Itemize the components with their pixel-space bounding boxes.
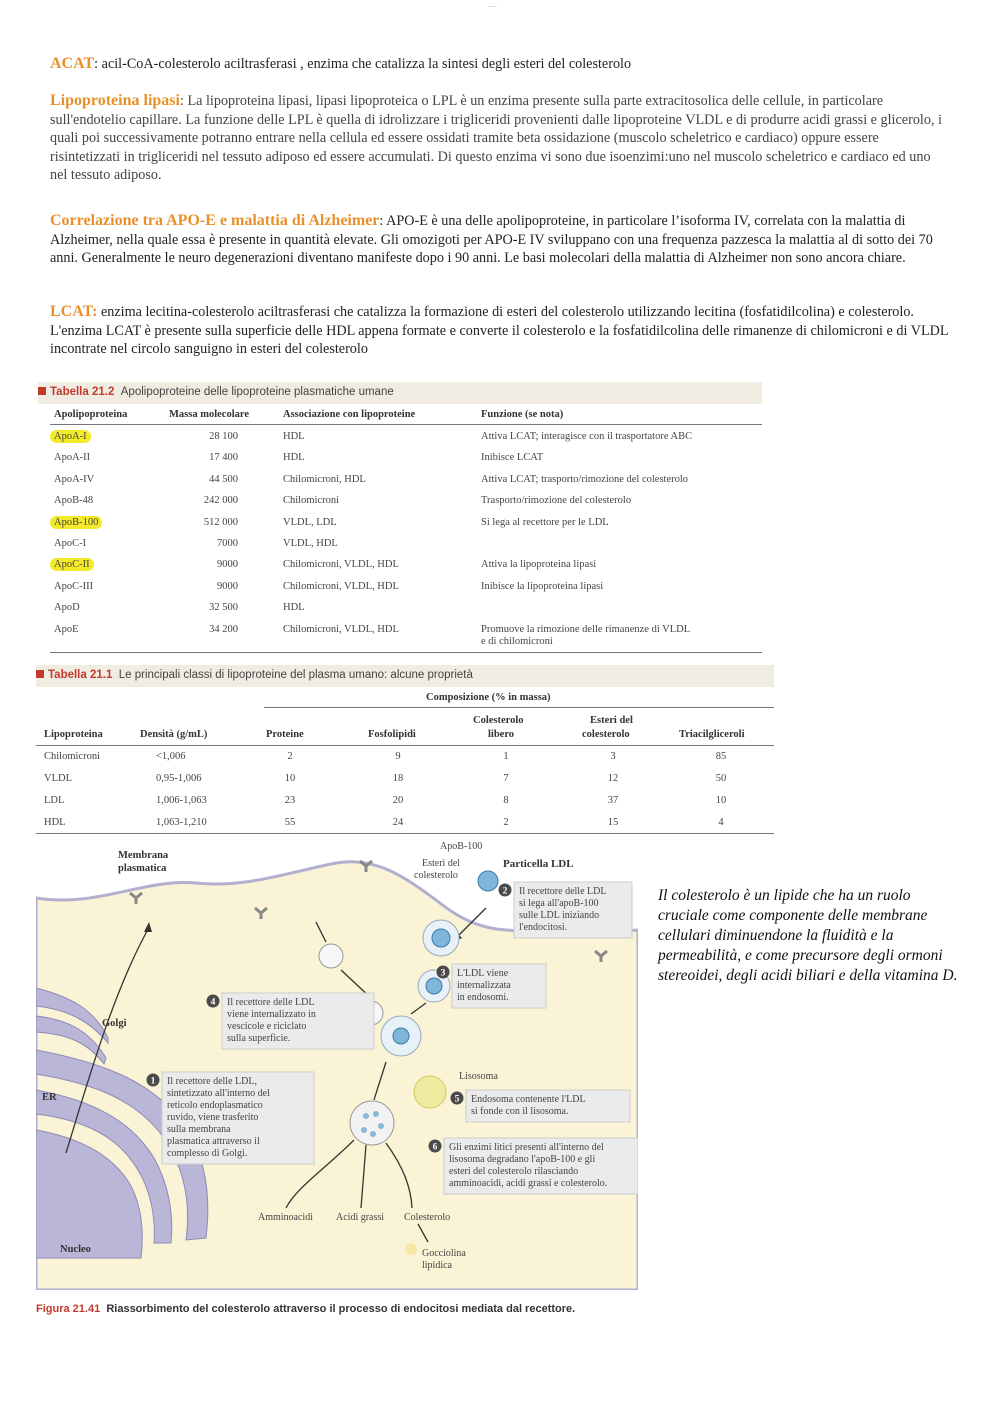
table-header: Lipoproteina (44, 729, 103, 740)
step-text: internalizzata (457, 980, 511, 991)
table-cell-assoc: HDL (283, 602, 305, 614)
text-acat: : acil-CoA-colesterolo aciltrasferasi , enzima che catalizza la sintesi degli esteri del colesterolo (94, 56, 632, 72)
ldl-particle-icon (426, 978, 442, 994)
table-cell-chol: 8 (503, 795, 509, 806)
table-cell-chol: 2 (503, 817, 509, 828)
label-droplet: Gocciolina (422, 1248, 466, 1259)
table-cell-name: ApoC-III (54, 580, 94, 592)
table-square-icon (38, 387, 46, 395)
group-header: Composizione (% in massa) (426, 692, 551, 703)
step-text: si fonde con il lisosoma. (471, 1106, 569, 1117)
step-text: complesso di Golgi. (167, 1148, 248, 1159)
label-fatty: Acidi grassi (336, 1212, 385, 1223)
table-cell-name (54, 431, 91, 442)
table-cell-prot: 55 (284, 817, 296, 828)
table-header: Massa molecolare (169, 409, 249, 420)
table-cell-name: ApoA-II (54, 452, 91, 464)
table-cell-est: 15 (607, 817, 619, 828)
table-cell-phos: 18 (392, 773, 404, 784)
table-header: Densità (g/mL) (140, 729, 208, 740)
table-cell-func: Promuove la rimozione delle rimanenze di VLDL (481, 623, 691, 635)
table-cell-prot: 10 (284, 773, 296, 784)
table-cell-est: 37 (607, 795, 619, 806)
table-cell-mass: 9000 (217, 559, 238, 571)
step-text: sulla superficie. (227, 1033, 291, 1044)
table-cell-func: Attiva LCAT; trasporto/rimozione del colesterolo (481, 473, 689, 485)
table-cell-assoc: VLDL, LDL (283, 516, 337, 528)
label-golgi: Golgi (102, 1018, 127, 1029)
table-cell-phos: 9 (395, 751, 401, 762)
label-lysosome: Lisosoma (459, 1071, 498, 1082)
paragraph-lpl (50, 92, 950, 185)
table-square-icon (36, 670, 44, 678)
table-cell-name: ApoA-IV (54, 473, 95, 485)
step-number: 5 (454, 1094, 460, 1105)
table-cell-mass: 28 100 (209, 431, 238, 442)
table-cell-func: e di chilomicroni (481, 635, 553, 647)
step-number: 4 (210, 997, 216, 1008)
step-text: viene internalizzato in (227, 1009, 316, 1020)
figure-ldl-endocytosis (36, 838, 638, 1290)
label-droplet: lipidica (422, 1260, 452, 1271)
table-rule (36, 745, 774, 746)
text-lpl: : La lipoproteina lipasi, lipasi lipoproteica o LPL è un enzima presente sulla parte extracitosolica delle cellule, in particolare sull'endotelio capillare. La funzione delle LPL è quella di idrolizzare i trigliceridi provenienti dalle lipoproteine VLDL e di produrre acidi grassi e glicerolo, i quali poi successivamente potranno entrare nella cellula ed essere ossidati tramite beta ossidazione (muscolo scheletrico e cardiaco) oppure essere risintetizzati in trigliceridi nel tessuto adiposo ed essere accumulati. Di questo enzima vi sono due isoenzimi:uno nel muscolo scheletrico e cardiaco ed uno nel tessuto adiposo. (50, 93, 942, 183)
table-label: Tabella 21.1 (48, 669, 113, 681)
table-cell-prot: 2 (287, 751, 293, 762)
step-text: sulla membrana (167, 1124, 231, 1135)
text-lcat: enzima lecitina-colesterolo aciltrasferasi che catalizza la formazione di esteri del colesterolo utilizzando lecitina (fosfatidilcolina) e colesterolo. L'enzima LCAT è presente sulla superficie delle HDL appena formate e converte il colesterolo e la fosfatidilcolina delle rimanenze di chilomicroni e di VLDL incontrate nel circolo sanguigno in esteri del colesterolo (50, 304, 948, 357)
table-cell-func: Trasporto/rimozione del colesterolo (481, 495, 632, 507)
table-apolipoproteins (38, 382, 762, 654)
highlight-marker: ApoC-II (50, 558, 94, 571)
table-title-text: Apolipoproteine delle lipoproteine plasmatiche umane (120, 386, 394, 398)
step-text: vescicole e riciclato (227, 1021, 307, 1032)
highlight-marker: ApoA-I (50, 430, 91, 443)
step-text: Endosoma contenente l'LDL (471, 1094, 586, 1105)
table-cell-phos: 24 (392, 817, 404, 828)
page-marker: ___ (488, 0, 497, 7)
table-cell-mass: 242 000 (203, 495, 238, 507)
label-chol: Colesterolo (404, 1212, 451, 1223)
table-cell-mass: 17 400 (209, 452, 238, 464)
step-text: esteri del colesterolo rilasciando (449, 1166, 579, 1177)
table-cell-name: ApoE (54, 623, 79, 635)
table-cell-mass: 32 500 (209, 602, 238, 614)
step-text: sulle LDL iniziando (519, 910, 600, 921)
table-header: Colesterolo (473, 715, 524, 726)
table-header: Fosfolipidi (368, 729, 416, 740)
lysosome (414, 1076, 446, 1108)
term-acat: ACAT (50, 55, 95, 72)
table-cell-assoc: HDL (283, 452, 305, 464)
table-cell-name: ApoC-I (54, 538, 87, 549)
table-cell-name: Chilomicroni (44, 751, 100, 762)
table-cell-density: <1,006 (156, 751, 186, 762)
step-text: plasmatica attraverso il (167, 1136, 260, 1147)
step-number: 1 (150, 1076, 156, 1087)
table-rule (36, 833, 774, 834)
step-text: ruvido, viene trasferito (167, 1112, 259, 1123)
term-lcat: LCAT: (50, 303, 98, 320)
label-apob: ApoB-100 (440, 841, 483, 852)
table-cell-func: Attiva LCAT; interagisce con il trasportatore ABC (481, 431, 693, 442)
label-esters: Esteri del (422, 858, 461, 869)
term-lpl: Lipoproteina lipasi (50, 92, 180, 109)
step-text: lisosoma degradano l'apoB-100 e gli (449, 1154, 596, 1165)
ldl-particle-icon (432, 929, 450, 947)
paragraph-acat (50, 55, 950, 74)
label-er: ER (42, 1092, 57, 1103)
table-cell-func: Inibisce la lipoproteina lipasi (481, 580, 604, 592)
table-label: Tabella 21.2 (50, 386, 115, 398)
text-apoe: : APO-E è una delle apolipoproteine, in particolare l’isoforma IV, correlata con la malattia di Alzheimer, nella quale essa è presente in quantità elevate. Gli omozigoti per APO-E IV sviluppano con una frequenza pazzesca la malattia al di sotto dei 70 anni. Generalmente le neuro degenerazioni diventano manifeste dopo i 90 anni. Le basi molecolari della malattia di Alzheimer non sono ancora chiare. (50, 213, 933, 266)
table-title-text: Le principali classi di lipoproteine del plasma umano: alcune proprietà (118, 669, 473, 681)
table-header: libero (488, 729, 515, 740)
table-cell-chol: 1 (503, 751, 509, 762)
table-cell-name: LDL (44, 795, 65, 806)
table-header: Associazione con lipoproteine (283, 409, 416, 420)
table-cell-tag: 85 (715, 751, 727, 762)
step-text: in endosomi. (457, 992, 509, 1003)
table-lipoprotein-classes (36, 665, 774, 837)
table-cell-assoc: Chilomicroni, VLDL, HDL (283, 623, 399, 635)
table-cell-name: ApoD (54, 602, 80, 614)
step-text: Il recettore delle LDL (227, 997, 315, 1008)
table-cell-assoc: VLDL, HDL (283, 538, 338, 549)
table-cell-assoc: Chilomicroni, VLDL, HDL (283, 559, 399, 571)
caption-text: Riassorbimento del colesterolo attraverso il processo di endocitosi mediata dal recettore. (106, 1303, 576, 1315)
table-cell-name (54, 559, 94, 570)
step-number: 3 (440, 968, 446, 979)
label-ldl-particle: Particella LDL (503, 858, 574, 870)
label-esters: colesterolo (414, 870, 458, 881)
table-header: Triacilgliceroli (679, 729, 745, 740)
table-cell-func: Si lega al recettore per le LDL (481, 516, 609, 528)
step-text: reticolo endoplasmatico (167, 1100, 263, 1111)
table-rule (50, 424, 762, 425)
table-header: Apolipoproteina (54, 409, 128, 420)
table-cell-mass: 7000 (217, 538, 238, 549)
label-membrane: plasmatica (118, 863, 167, 874)
table-cell-mass: 9000 (217, 580, 238, 592)
table-cell-assoc: Chilomicroni, HDL (283, 473, 366, 485)
table-title (36, 669, 473, 681)
table-cell-est: 3 (610, 751, 616, 762)
step-number: 2 (502, 886, 508, 897)
table-cell-tag: 4 (718, 817, 724, 828)
table-cell-assoc: HDL (283, 431, 305, 442)
ldl-particle-icon (393, 1028, 409, 1044)
table-cell-phos: 20 (392, 795, 404, 806)
table-header: Esteri del (590, 715, 633, 726)
figure-caption (36, 1303, 575, 1315)
table-cell-func: Attiva la lipoproteina lipasi (481, 559, 597, 571)
recycling-vesicle (319, 944, 343, 968)
ldl-particle-icon (478, 871, 498, 891)
paragraph-lcat (50, 303, 950, 359)
table-cell-chol: 7 (503, 773, 509, 784)
table-rule (50, 652, 762, 653)
table-title (38, 386, 394, 398)
table-header: Proteine (266, 729, 304, 740)
table-cell-mass: 512 000 (203, 516, 238, 528)
side-note: Il colesterolo è un lipide che ha un ruolo cruciale come componente delle membrane cellulari diminuendone la fluidità e la permeabilità, e come precursore degli ormoni stereoidei, degli acidi biliari e della vitamina D. (658, 887, 958, 984)
highlight-marker: ApoB-100 (50, 516, 102, 529)
step-text: l'endocitosi. (519, 922, 568, 933)
step-text: sintetizzato all'interno del (167, 1088, 270, 1099)
table-cell-est: 12 (607, 773, 619, 784)
paragraph-apoe (50, 212, 950, 268)
step-text: Gli enzimi litici presenti all'interno del (449, 1142, 604, 1153)
table-cell-func: Inibisce LCAT (481, 452, 544, 464)
label-membrane: Membrana (118, 850, 169, 861)
fused-endosome (350, 1101, 394, 1145)
table-cell-assoc: Chilomicroni (283, 495, 339, 507)
table-cell-name: ApoB-48 (54, 495, 94, 507)
step-text: si lega all'apoB-100 (519, 898, 599, 909)
table-cell-density: 1,063-1,210 (156, 817, 207, 828)
table-cell-tag: 10 (715, 795, 727, 806)
lipid-droplet-icon (405, 1243, 417, 1255)
table-cell-name: VLDL (44, 773, 72, 784)
label-nucleus: Nucleo (60, 1244, 91, 1255)
table-cell-density: 1,006-1,063 (156, 795, 207, 806)
table-header: Funzione (se nota) (481, 409, 564, 420)
step-number: 6 (432, 1142, 438, 1153)
table-cell-mass: 34 200 (209, 623, 238, 635)
table-rule (264, 707, 774, 708)
label-amino: Amminoacidi (258, 1212, 313, 1223)
step-text: amminoacidi, acidi grassi e colesterolo. (449, 1178, 608, 1189)
table-cell-prot: 23 (284, 795, 296, 806)
table-header: colesterolo (582, 729, 630, 740)
table-cell-assoc: Chilomicroni, VLDL, HDL (283, 580, 399, 592)
table-cell-density: 0,95-1,006 (156, 773, 202, 784)
step-text: Il recettore delle LDL, (167, 1076, 257, 1087)
table-cell-tag: 50 (715, 773, 727, 784)
table-cell-name: HDL (44, 817, 66, 828)
caption-label: Figura 21.41 (36, 1303, 101, 1315)
step-text: L'LDL viene (457, 968, 509, 979)
table-cell-name (54, 517, 102, 528)
term-apoe: Correlazione tra APO-E e malattia di Alzheimer (50, 212, 380, 229)
table-cell-mass: 44 500 (209, 473, 238, 485)
step-text: Il recettore delle LDL (519, 886, 607, 897)
